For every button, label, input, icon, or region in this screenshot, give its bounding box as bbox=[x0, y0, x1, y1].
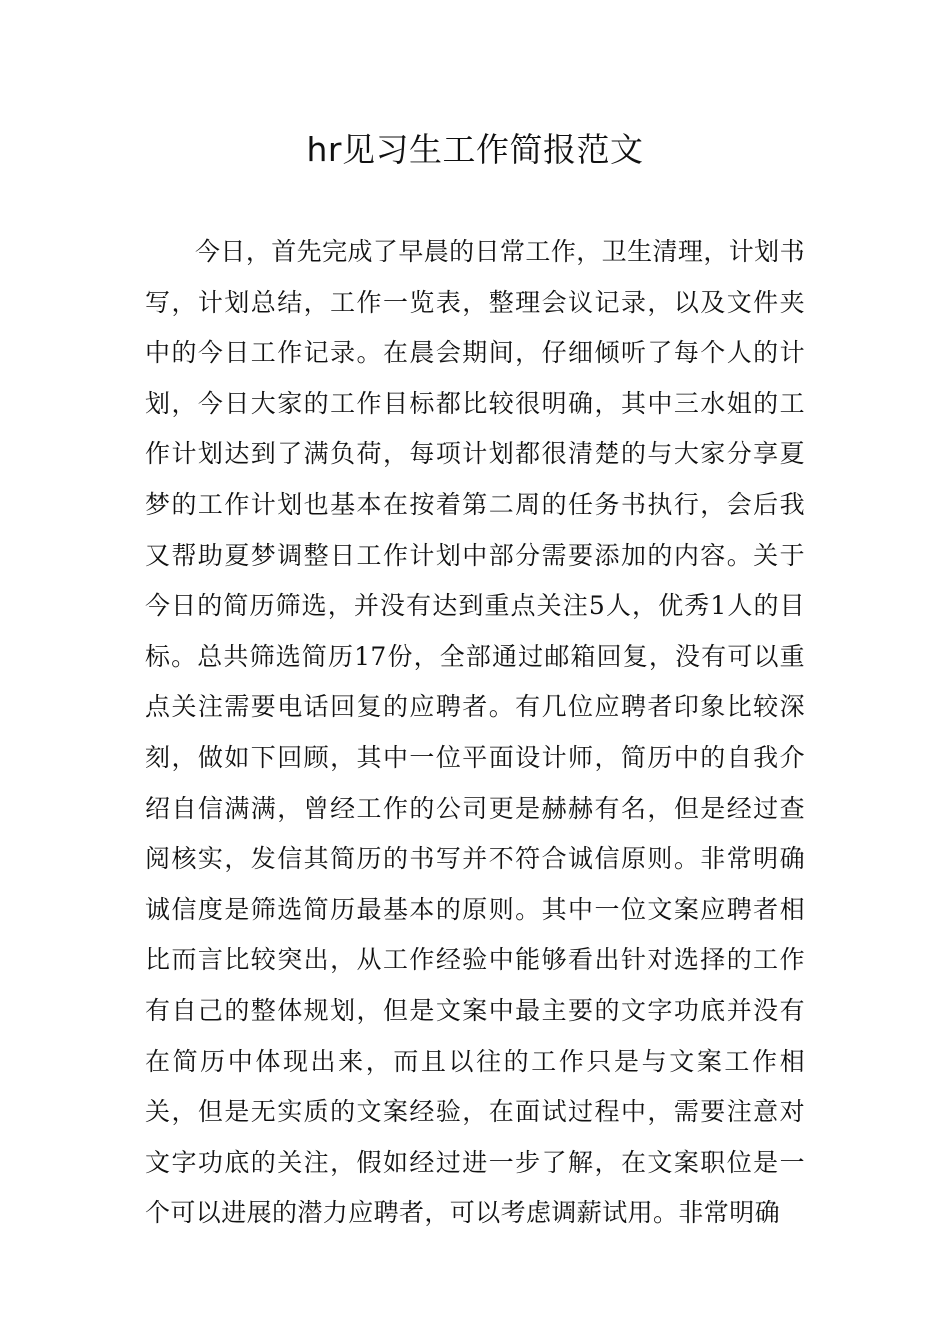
document-body-paragraph: 今日，首先完成了早晨的日常工作，卫生清理，计划书写，计划总结，工作一览表，整理会议记录，以及文件夹中的今日工作记录。在晨会期间，仔细倾听了每个人的计划，今日大家的工作目标都比较很明确，其中三水姐的工作计划达到了满负荷，每项计划都很清楚的与大家分享夏梦的工作计划也基本在按着第二周的任务书执行，会后我又帮助夏梦调整日工作计划中部分需要添加的内容。关于今日的简历筛选，并没有达到重点关注5人，优秀1人的目标。总共筛选简历17份，全部通过邮箱回复，没有可以重点关注需要电话回复的应聘者。有几位应聘者印象比较深刻，做如下回顾，其中一位平面设计师，简历中的自我介绍自信满满，曾经工作的公司更是赫赫有名，但是经过查阅核实，发信其简历的书写并不符合诚信原则。非常明确诚信度是筛选简历最基本的原则。其中一位文案应聘者相比而言比较突出，从工作经验中能够看出针对选择的工作有自己的整体规划，但是文案中最主要的文字功底并没有在简历中体现出来，而且以往的工作只是与文案工作相关，但是无实质的文案经验，在面试过程中，需要注意对文字功底的关注，假如经过进一步了解，在文案职位是一个可以进展的潜力应聘者，可以考虑调薪试用。非常明确 bbox=[145, 237, 805, 1228]
document-title: hr见习生工作简报范文 bbox=[306, 130, 644, 169]
